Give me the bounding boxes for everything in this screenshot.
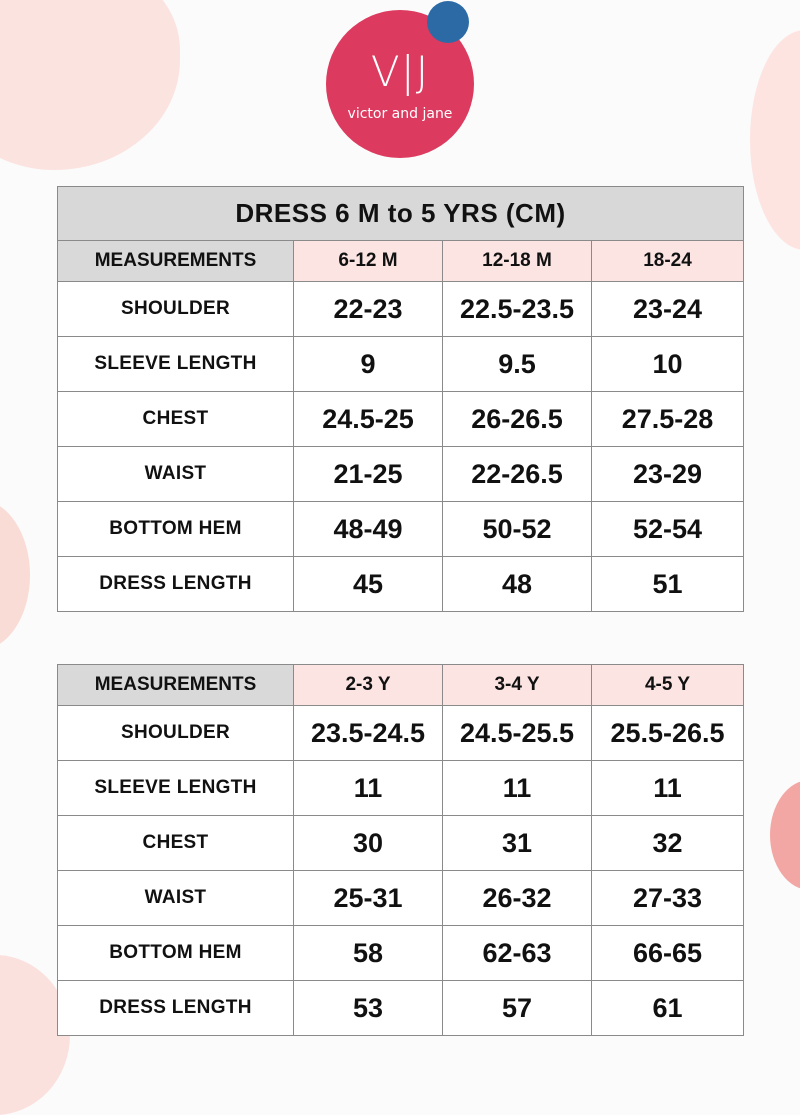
cell-value: 22-26.5: [443, 447, 592, 502]
header-measurements: MEASUREMENTS: [58, 241, 294, 282]
cell-value: 25.5-26.5: [592, 706, 744, 761]
header-measurements: MEASUREMENTS: [58, 665, 294, 706]
header-size: 18-24: [592, 241, 744, 282]
table-row: [58, 337, 744, 392]
cell-value: 24.5-25: [294, 392, 443, 447]
row-label: BOTTOM HEM: [58, 926, 294, 981]
cell-value: 22.5-23.5: [443, 282, 592, 337]
cell-value: 11: [294, 761, 443, 816]
cell-value: 11: [592, 761, 744, 816]
row-label: DRESS LENGTH: [58, 557, 294, 612]
row-label: SHOULDER: [58, 706, 294, 761]
cell-value: 48-49: [294, 502, 443, 557]
cell-value: 58: [294, 926, 443, 981]
logo-brand-name: victor and jane: [347, 106, 453, 122]
cell-value: 30: [294, 816, 443, 871]
cell-value: 26-32: [443, 871, 592, 926]
cell-value: 62-63: [443, 926, 592, 981]
cell-value: 11: [443, 761, 592, 816]
size-chart-table-1: [57, 186, 744, 612]
cell-value: 10: [592, 337, 744, 392]
cell-value: 26-26.5: [443, 392, 592, 447]
cell-value: 9.5: [443, 337, 592, 392]
cell-value: 48: [443, 557, 592, 612]
table-row: [58, 871, 744, 926]
table-row: [58, 761, 744, 816]
cell-value: 23-29: [592, 447, 744, 502]
row-label: DRESS LENGTH: [58, 981, 294, 1036]
cell-value: 22-23: [294, 282, 443, 337]
cell-value: 23.5-24.5: [294, 706, 443, 761]
cell-value: 27-33: [592, 871, 744, 926]
cell-value: 53: [294, 981, 443, 1036]
table-row: [58, 926, 744, 981]
header-size: 4-5 Y: [592, 665, 744, 706]
table-title: DRESS 6 M to 5 YRS (CM): [58, 187, 744, 241]
cell-value: 31: [443, 816, 592, 871]
table-row: [58, 706, 744, 761]
decorative-blob: [0, 500, 30, 650]
cell-value: 23-24: [592, 282, 744, 337]
table-header-row: [58, 665, 744, 706]
table-row: [58, 392, 744, 447]
cell-value: 9: [294, 337, 443, 392]
cell-value: 21-25: [294, 447, 443, 502]
cell-value: 32: [592, 816, 744, 871]
table-row: [58, 282, 744, 337]
row-label: CHEST: [58, 816, 294, 871]
logo-dot: [427, 1, 469, 43]
size-chart-table-2: [57, 664, 744, 1036]
header-size: 2-3 Y: [294, 665, 443, 706]
row-label: WAIST: [58, 447, 294, 502]
cell-value: 27.5-28: [592, 392, 744, 447]
cell-value: 57: [443, 981, 592, 1036]
table-row: [58, 557, 744, 612]
table-row: [58, 981, 744, 1036]
decorative-blob: [770, 780, 800, 890]
cell-value: 45: [294, 557, 443, 612]
table-row: [58, 447, 744, 502]
cell-value: 25-31: [294, 871, 443, 926]
decorative-blob: [750, 30, 800, 250]
decorative-blob: [0, 0, 180, 170]
header-size: 3-4 Y: [443, 665, 592, 706]
cell-value: 50-52: [443, 502, 592, 557]
cell-value: 66-65: [592, 926, 744, 981]
header-size: 12-18 M: [443, 241, 592, 282]
cell-value: 52-54: [592, 502, 744, 557]
table-row: [58, 502, 744, 557]
row-label: BOTTOM HEM: [58, 502, 294, 557]
row-label: SLEEVE LENGTH: [58, 761, 294, 816]
table-row: [58, 816, 744, 871]
table-header-row: [58, 241, 744, 282]
cell-value: 51: [592, 557, 744, 612]
logo-monogram: V|J: [370, 47, 430, 96]
header-size: 6-12 M: [294, 241, 443, 282]
row-label: WAIST: [58, 871, 294, 926]
row-label: SHOULDER: [58, 282, 294, 337]
row-label: SLEEVE LENGTH: [58, 337, 294, 392]
cell-value: 24.5-25.5: [443, 706, 592, 761]
row-label: CHEST: [58, 392, 294, 447]
cell-value: 61: [592, 981, 744, 1036]
table-title-row: [58, 187, 744, 241]
